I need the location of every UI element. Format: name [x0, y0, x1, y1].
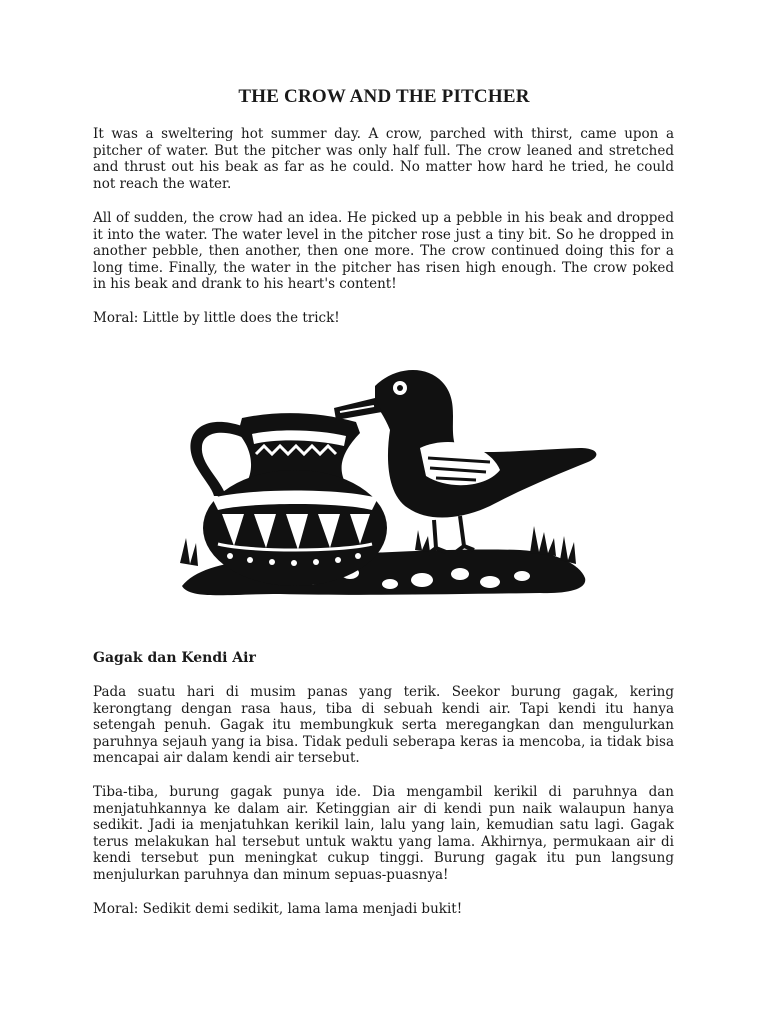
indonesian-paragraph-1: Pada suatu hari di musim panas yang terik. Seekor burung gagak, kering kerongtang dengan rasa haus, tiba di sebuah kendi air. Tapi kendi itu hanya setengah penuh. Gagak itu membungkuk serta meregangkan dan mengulurkan paruhnya sejauh yang ia bisa. Tidak peduli seberapa keras ia mencoba, ia tidak bisa mencapai air dalam kendi air tersebut.	[93, 684, 674, 767]
crow-and-pitcher-illustration	[160, 338, 610, 616]
page-title: THE CROW AND THE PITCHER	[238, 86, 530, 107]
indonesian-moral: Moral: Sedikit demi sedikit, lama lama menjadi bukit!	[93, 901, 463, 917]
indonesian-paragraph-2: Tiba-tiba, burung gagak punya ide. Dia mengambil kerikil di paruhnya dan menjatuhkannya ke dalam air. Ketinggian air di kendi pun naik walaupun hanya sedikit. Jadi ia menjatuhkan kerikil lain, lalu yang lain, kemudian satu lagi. Gagak terus melakukan hal tersebut untuk waktu yang lama. Akhirnya, permukaan air di kendi tersebut pun meningkat cukup tinggi. Burung gagak itu pun langsung menjulurkan paruhnya dan minum sepuas-puasnya!	[93, 784, 674, 883]
english-paragraph-2: All of sudden, the crow had an idea. He picked up a pebble in his beak and dropped it into the water. The water level in the pitcher rose just a tiny bit. So he dropped in another pebble, then another, then one more. The crow continued doing this for a long time. Finally, the water in the pitcher has risen high enough. The crow poked in his beak and drank to his heart's content!	[93, 210, 674, 293]
pitcher-illustration	[191, 413, 387, 586]
indonesian-title: Gagak dan Kendi Air	[93, 650, 256, 666]
english-paragraph-1: It was a sweltering hot summer day. A crow, parched with thirst, came upon a pitcher of water. But the pitcher was only half full. The crow leaned and stretched and thrust out his beak as far as he could. No matter how hard he tried, he could not reach the water.	[93, 126, 674, 192]
english-moral: Moral: Little by little does the trick!	[93, 310, 340, 326]
